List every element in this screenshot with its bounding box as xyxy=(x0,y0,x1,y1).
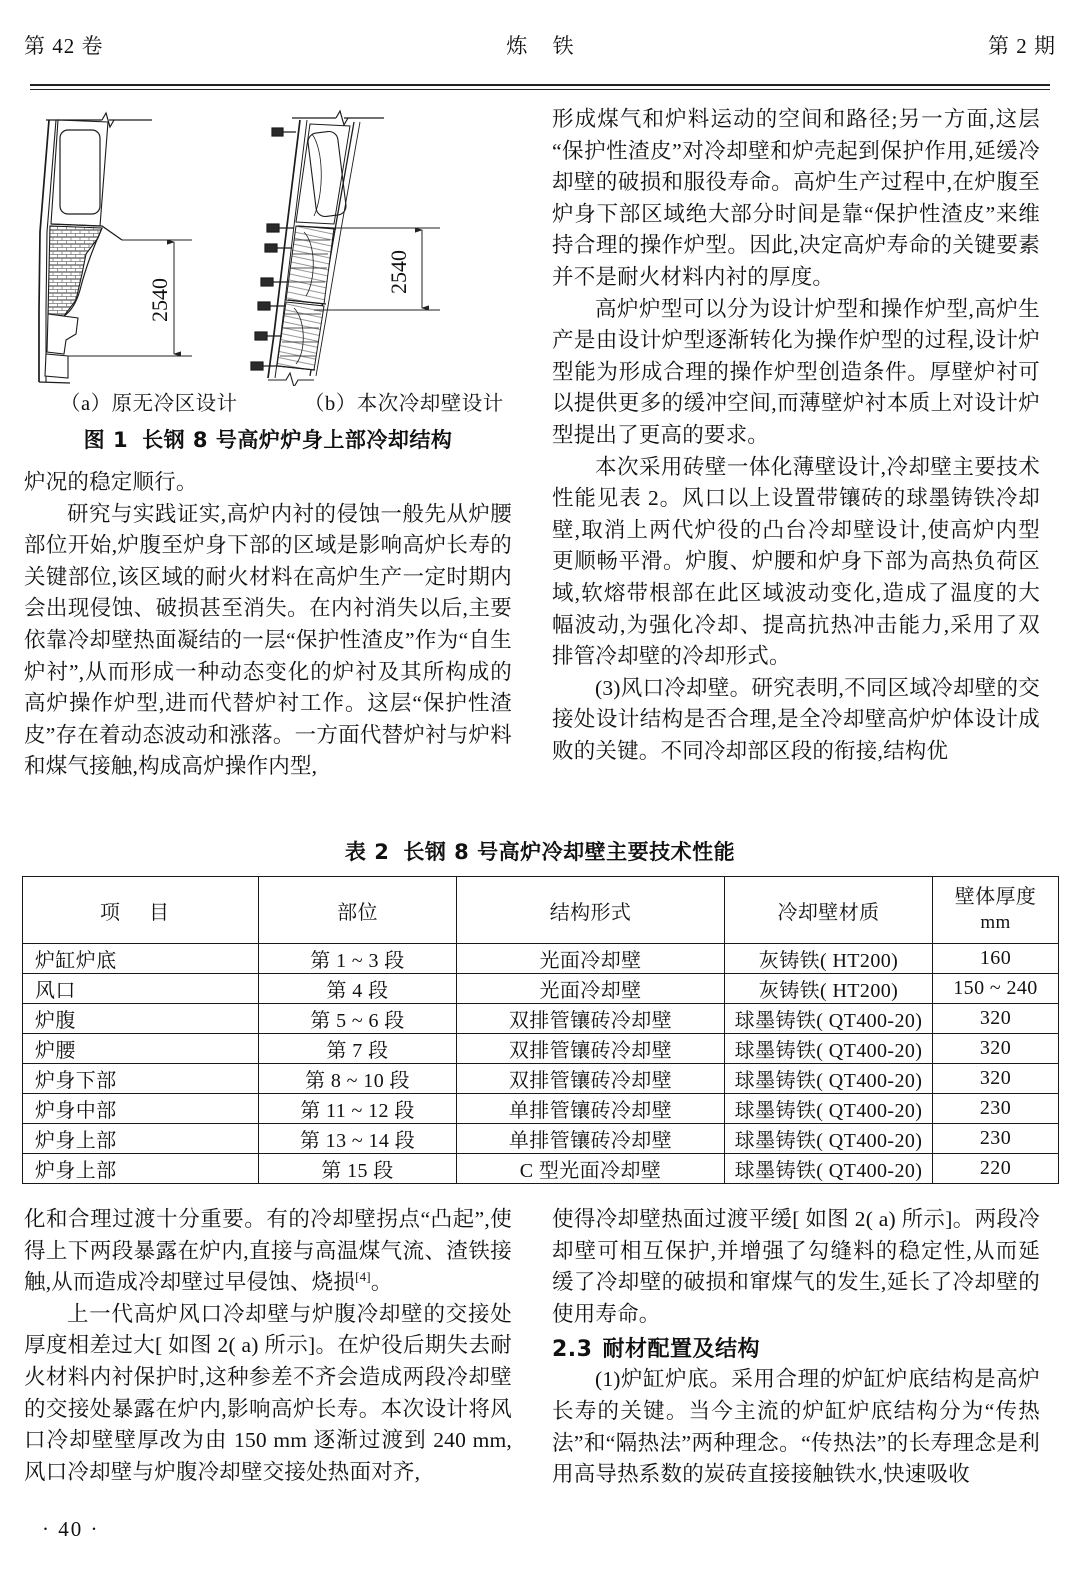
left-paragraph-2: 研究与实践证实,高炉内衬的侵蚀一般先从炉腰部位开始,炉腹至炉身下部的区域是影响高炉长寿的关键部位,该区域的耐火材料在高炉生产一定时期内会出现侵蚀、破损甚至消失。在内衬消失以后,主要依靠冷却壁热面凝结的一层“保护性渣皮”作为“自生炉衬”,从而形成一种动态变化的炉衬及其所构成的高炉操作炉型,进而代替炉衬工作。这层“保护性渣皮”存在着动态波动和涨落。一方面代替炉衬与炉料和煤气接触,构成高炉操作内型, xyxy=(24,501,512,779)
cell-structure: 光面冷却壁 xyxy=(457,974,725,1004)
upper-body-columns xyxy=(22,104,1058,844)
cell-structure: 双排管镶砖冷却壁 xyxy=(457,1004,725,1034)
cell-structure: C 型光面冷却壁 xyxy=(457,1154,725,1184)
figure-1a-dimension-text: 2540 xyxy=(147,278,172,322)
right-column-upper xyxy=(552,104,1040,767)
cell-item: 炉身上部 xyxy=(23,1124,259,1154)
table-row xyxy=(23,1124,1059,1154)
bottom-left-paragraph-1 xyxy=(24,1204,512,1299)
figure-1-drawing xyxy=(24,104,512,386)
table-header-row xyxy=(23,877,1059,944)
bottom-left-paragraph-2: 上一代高炉风口冷却壁与炉腹冷却壁的交接处厚度相差过大[ 如图 2( a) 所示]。在炉役后期失去耐火材料内衬保护时,这种参差不齐会造成两段冷却壁的交接处暴露在炉内,影响高炉长寿。本次设计将风口冷却壁壁厚改为由 150 mm 逐渐过渡到 240 mm,风口冷却壁与炉腹冷却壁交接处热面对齐, xyxy=(24,1301,512,1484)
running-head-issue: 第 2 期 xyxy=(988,34,1056,58)
running-head xyxy=(22,30,1058,82)
bottom-right-paragraph-1: 使得冷却壁热面过渡平缓[ 如图 2( a) 所示]。两段冷却壁可相互保护,并增强了勾缝料的稳定性,从而延缓了冷却壁的破损和窜煤气的发生,延长了冷却壁的使用寿命。 xyxy=(552,1207,1040,1326)
cell-item: 炉缸炉底 xyxy=(23,944,259,974)
page-footer xyxy=(22,1517,1058,1542)
cell-material: 球墨铸铁( QT400-20) xyxy=(725,1154,933,1184)
cell-material: 球墨铸铁( QT400-20) xyxy=(725,1004,933,1034)
cell-position: 第 4 段 xyxy=(259,974,457,1004)
figure-1 xyxy=(24,104,512,454)
cell-item: 炉身下部 xyxy=(23,1064,259,1094)
cell-position: 第 1 ~ 3 段 xyxy=(259,944,457,974)
table-row xyxy=(23,1034,1059,1064)
bottom-left-paragraph-1-text: 化和合理过渡十分重要。有的冷却壁拐点“凸起”,使得上下两段暴露在炉内,直接与高温煤气流、渣铁接触,从而造成冷却壁过早侵蚀、烧损 xyxy=(24,1207,512,1295)
cell-thickness: 230 xyxy=(933,1124,1059,1154)
cell-material: 球墨铸铁( QT400-20) xyxy=(725,1094,933,1124)
table-header-material: 冷却壁材质 xyxy=(725,877,933,944)
header-divider xyxy=(30,84,1050,90)
table-header-position: 部位 xyxy=(259,877,457,944)
table-row xyxy=(23,1094,1059,1124)
cell-thickness: 160 xyxy=(933,944,1059,974)
cell-structure: 双排管镶砖冷却壁 xyxy=(457,1034,725,1064)
cell-thickness: 320 xyxy=(933,1034,1059,1064)
figure-1a-dimension-2540 xyxy=(68,240,192,356)
figure-1-caption xyxy=(24,424,512,454)
cell-material: 球墨铸铁( QT400-20) xyxy=(725,1124,933,1154)
table-row xyxy=(23,1004,1059,1034)
cell-structure: 光面冷却壁 xyxy=(457,944,725,974)
cell-position: 第 7 段 xyxy=(259,1034,457,1064)
figure-1-title-text: 长钢 8 号高炉炉身上部冷却结构 xyxy=(142,428,453,452)
cell-position: 第 8 ~ 10 段 xyxy=(259,1064,457,1094)
cell-position: 第 15 段 xyxy=(259,1154,457,1184)
table-row xyxy=(23,944,1059,974)
bottom-left-paragraph-1-end: 。 xyxy=(370,1270,393,1295)
cell-thickness: 220 xyxy=(933,1154,1059,1184)
running-head-journal-title: 炼 铁 xyxy=(506,34,584,58)
left-column-upper xyxy=(24,104,512,783)
figure-1b-dimension-text: 2540 xyxy=(386,250,411,294)
table-body xyxy=(23,944,1059,1184)
cell-material: 球墨铸铁( QT400-20) xyxy=(725,1034,933,1064)
left-column-lower xyxy=(24,1204,512,1488)
figure-1b-subcaption: （b）本次冷却壁设计 xyxy=(304,393,504,415)
table-header-item: 项 目 xyxy=(23,877,259,944)
page-number: · 40 · xyxy=(42,1517,100,1541)
cell-position: 第 11 ~ 12 段 xyxy=(259,1094,457,1124)
cell-position: 第 5 ~ 6 段 xyxy=(259,1004,457,1034)
table-header-thickness: 壁体厚度 mm xyxy=(933,877,1059,944)
cell-item: 炉腹 xyxy=(23,1004,259,1034)
right-paragraph-4: (3)风口冷却壁。研究表明,不同区域冷却壁的交接处设计结构是否合理,是全冷却壁高炉炉体设计成败的关键。不同冷却部区段的衔接,结构优 xyxy=(552,675,1040,763)
section-title: 耐材配置及结构 xyxy=(602,1337,760,1363)
figure-1a-subcaption: （a）原无冷区设计 xyxy=(60,393,238,415)
table-row xyxy=(23,1154,1059,1184)
table-row xyxy=(23,1064,1059,1094)
table-2-cooling-stave-performance xyxy=(22,876,1059,1184)
running-head-volume: 第 42 卷 xyxy=(24,34,104,58)
cell-material: 灰铸铁( HT200) xyxy=(725,944,933,974)
right-paragraph-2: 高炉炉型可以分为设计炉型和操作炉型,高炉生产是由设计炉型逐渐转化为操作炉型的过程,设计炉型能为形成合理的操作炉型创造条件。厚壁炉衬可以提供更多的缓冲空间,而薄壁炉衬本质上对设计炉型提出了更高的要求。 xyxy=(552,296,1040,447)
table-row xyxy=(23,974,1059,1004)
table-2-title-text: 长钢 8 号高炉冷却壁主要技术性能 xyxy=(403,840,736,864)
cell-structure: 双排管镶砖冷却壁 xyxy=(457,1064,725,1094)
cell-structure: 单排管镶砖冷却壁 xyxy=(457,1094,725,1124)
cell-item: 炉身中部 xyxy=(23,1094,259,1124)
cell-thickness: 150 ~ 240 xyxy=(933,974,1059,1004)
cell-material: 球墨铸铁( QT400-20) xyxy=(725,1064,933,1094)
cell-material: 灰铸铁( HT200) xyxy=(725,974,933,1004)
cell-item: 炉腰 xyxy=(23,1034,259,1064)
cell-thickness: 230 xyxy=(933,1094,1059,1124)
figure-1-subcaptions xyxy=(24,386,512,420)
table-header-structure: 结构形式 xyxy=(457,877,725,944)
section-number: 2.3 xyxy=(552,1337,593,1363)
left-paragraph-1: 炉况的稳定顺行。 xyxy=(24,470,198,494)
table-2-number: 表 2 xyxy=(344,840,390,864)
citation-marker-4: [4] xyxy=(355,1269,371,1285)
cell-thickness: 320 xyxy=(933,1004,1059,1034)
right-paragraph-1: 形成煤气和炉料运动的空间和路径;另一方面,这层“保护性渣皮”对冷却壁和炉壳起到保护作用,延缓冷却壁的破损和服役寿命。高炉生产过程中,在炉腹至炉身下部区域绝大部分时间是靠“保护性渣皮”来维持合理的操作炉型。因此,决定高炉寿命的关键要素并不是耐火材料内衬的厚度。 xyxy=(552,107,1040,289)
table-2-block xyxy=(22,836,1058,1184)
bottom-right-paragraph-2: (1)炉缸炉底。采用合理的炉缸炉底结构是高炉长寿的关键。当今主流的炉缸炉底结构分为“传热法”和“隔热法”两种理念。“传热法”的长寿理念是利用高导热系数的炭砖直接接触铁水,快速吸收 xyxy=(552,1367,1040,1487)
cell-position: 第 13 ~ 14 段 xyxy=(259,1124,457,1154)
right-paragraph-3: 本次采用砖壁一体化薄壁设计,冷却壁主要技术性能见表 2。风口以上设置带镶砖的球墨铸铁冷却壁,取消上两代炉役的凸台冷却壁设计,使高炉内型更顺畅平滑。炉腹、炉腰和炉身下部为高热负荷区域,软熔带根部在此区域波动变化,造成了温度的大幅波动,为强化冷却、提高抗热冲击能力,采用了双排管冷却壁的冷却形式。 xyxy=(552,454,1040,669)
figure-1a-original-no-cooling-zone xyxy=(39,113,192,383)
figure-1b-new-cooling-stave-design xyxy=(251,111,440,386)
cell-structure: 单排管镶砖冷却壁 xyxy=(457,1124,725,1154)
right-column-lower xyxy=(552,1204,1040,1491)
figure-1-number: 图 1 xyxy=(83,428,129,452)
figure-1-canvas xyxy=(24,104,512,386)
cell-thickness: 320 xyxy=(933,1064,1059,1094)
cell-item: 风口 xyxy=(23,974,259,1004)
cell-item: 炉身上部 xyxy=(23,1154,259,1184)
table-2-caption xyxy=(22,836,1058,866)
section-heading-2-3 xyxy=(552,1332,1040,1363)
